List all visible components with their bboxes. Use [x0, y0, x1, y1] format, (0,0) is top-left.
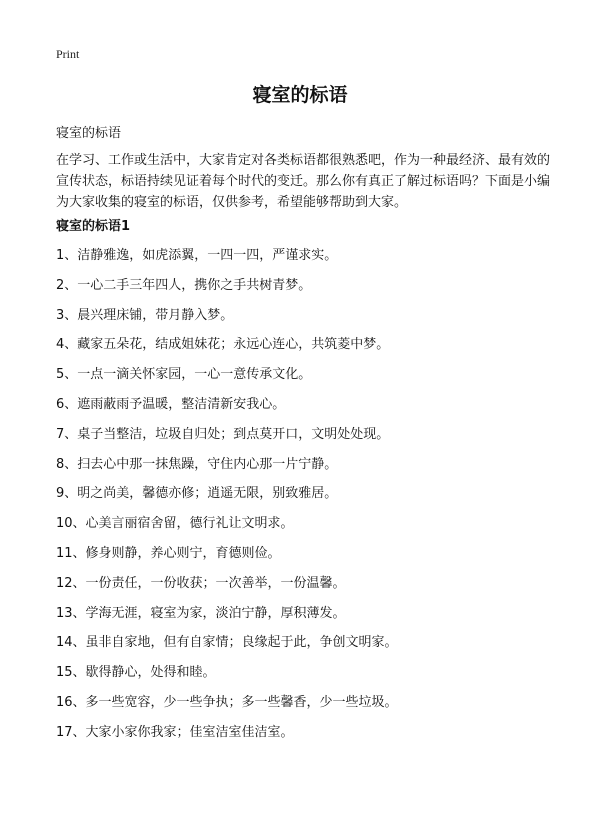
article-subtitle: 寝室的标语	[56, 126, 122, 141]
intro-paragraph: 在学习、工作或生活中，大家肯定对各类标语都很熟悉吧，作为一种最经济、最有效的宣传状态，标语持续见证着每个时代的变迁。那么你有真正了解过标语吗？下面是小编为大家收集的寝室的标语，仅供参考，希望能够帮助到大家。	[56, 153, 551, 210]
list-item: 12、一份责任，一份收获；一次善举，一份温馨。	[56, 575, 346, 591]
list-item: 15、歇得静心，处得和睦。	[56, 665, 216, 681]
list-item: 4、藏家五朵花，结成姐妹花；永远心连心，共筑菱中梦。	[56, 337, 390, 353]
list-item: 2、一心二手三年四人，携你之手共树青梦。	[56, 277, 312, 293]
list-item: 5、一点一滴关怀家园，一心一意传承文化。	[56, 367, 312, 383]
list-item: 9、明之尚美，馨德亦修；逍遥无限，别致雅居。	[56, 486, 338, 502]
slogan-list	[56, 248, 550, 755]
list-item: 8、扫去心中那一抹焦躁，守住内心那一片宁静。	[56, 456, 338, 472]
list-item: 3、晨兴理床铺，带月静入梦。	[56, 307, 234, 323]
list-item: 13、学海无涯，寝室为家，淡泊宁静，厚积薄发。	[56, 605, 346, 621]
list-item: 10、心美言丽宿舍留，德行礼让文明求。	[56, 516, 294, 532]
list-item: 7、桌子当整洁，垃圾自归处；到点莫开口，文明处处现。	[56, 426, 390, 442]
list-item: 1、洁静雅逸，如虎添翼，一四一四，严谨求实。	[56, 248, 338, 263]
list-item: 17、大家小家你我家；佳室洁室佳洁室。	[56, 724, 294, 740]
page-title: 寝室的标语	[252, 84, 348, 106]
section-heading: 寝室的标语1	[56, 219, 131, 234]
print-link[interactable]: Print	[56, 47, 80, 61]
list-item: 14、虽非自家地，但有自家情；良缘起于此，争创文明家。	[56, 635, 398, 651]
list-item: 16、多一些宽容，少一些争执；多一些馨香，少一些垃圾。	[56, 694, 398, 710]
list-item: 6、遮雨蔽雨予温暖，整洁清新安我心。	[56, 396, 286, 412]
list-item: 11、修身则静，养心则宁，育德则俭。	[56, 545, 281, 561]
